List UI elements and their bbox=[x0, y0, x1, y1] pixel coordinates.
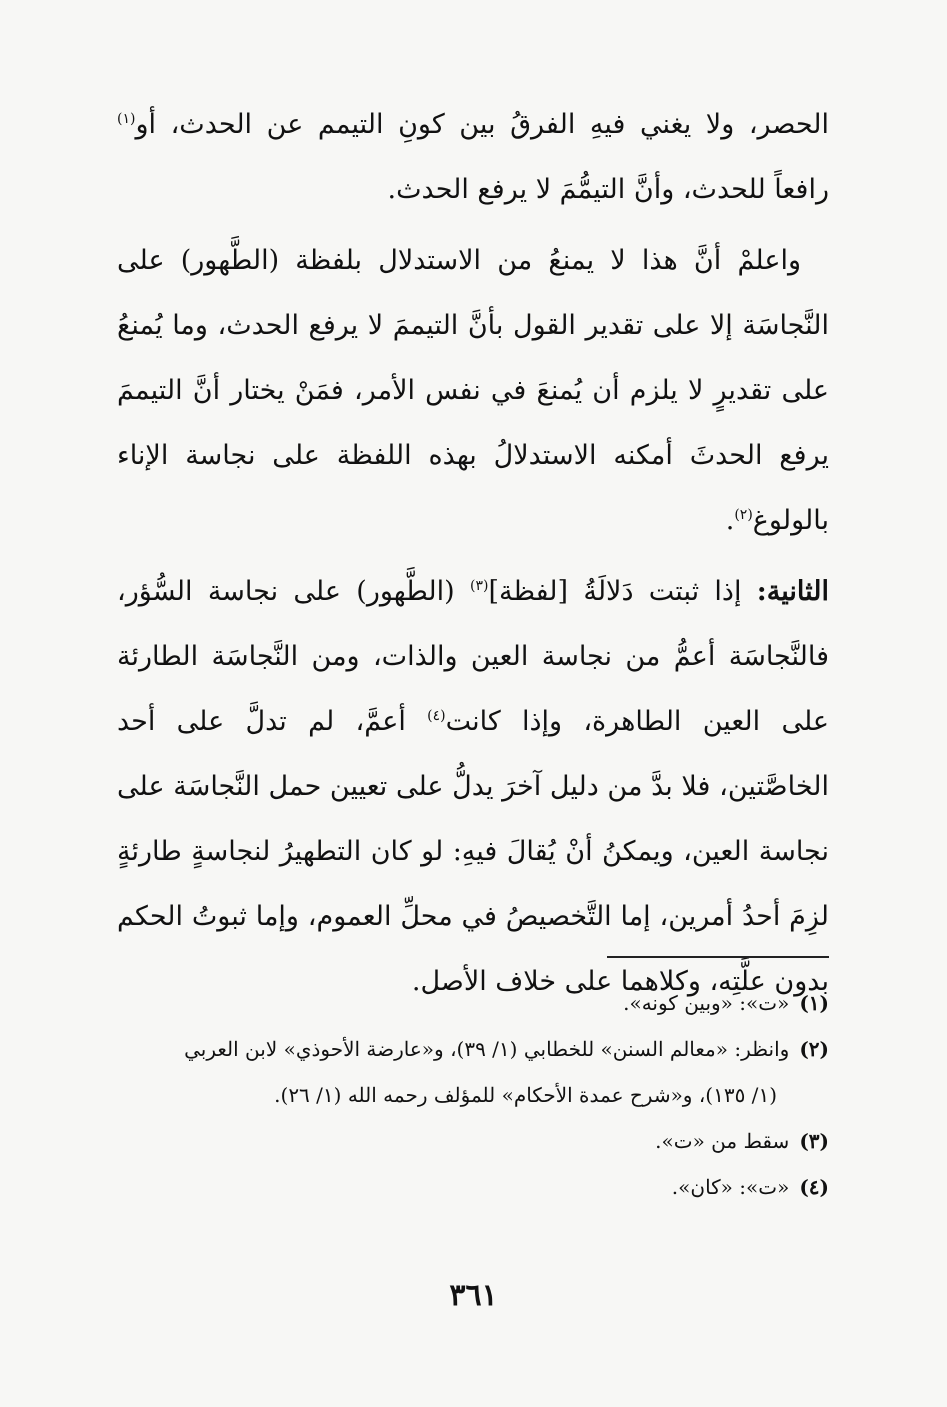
footnote-text: (١/ ١٣٥)، و«شرح عمدة الأحكام» للمؤلف رحمه الله (١/ ٢٦). bbox=[274, 1083, 777, 1107]
footnote-text: «ت»: «وبين كونه». bbox=[623, 991, 790, 1015]
paragraph-3 bbox=[117, 559, 829, 1014]
footnote-ref-3: (٣) bbox=[469, 578, 489, 594]
footnote-text: سقط من «ت». bbox=[655, 1129, 790, 1153]
footnote-4 bbox=[117, 1164, 829, 1210]
footnote-number: (١) bbox=[799, 991, 829, 1015]
paragraph-3-text-a: إذا ثبتت دَلالَةُ [لفظة] bbox=[488, 576, 757, 607]
footnote-ref-2: (٢) bbox=[734, 507, 753, 523]
footnote-text: وانظر: «معالم السنن» للخطابي (١/ ٣٩)، و«عارضة الأحوذي» لابن العربي bbox=[184, 1037, 790, 1061]
paragraph-1-text-a: الحصر، ولا يغني فيهِ الفرقُ بين كونِ التيمم عن الحدث، أو bbox=[135, 109, 829, 140]
paragraph-1-text-b: رافعاً للحدث، وأنَّ التيمُّمَ لا يرفع الحدث. bbox=[387, 174, 829, 205]
paragraph-2-text-a: واعلمْ أنَّ هذا لا يمنعُ من الاستدلال بلفظة (الطَّهور) على النَّجاسَة إلا على تقدير القول بأنَّ التيممَ لا يرفع الحدث، وما يُمنعُ على تقديرٍ لا يلزم أن يُمنعَ في نفس الأمر، فمَنْ يختار أنَّ التيممَ يرفع الحدثَ أمكنه الاستدلالُ بهذه اللفظة على نجاسة الإناء بالولوغ bbox=[117, 245, 829, 536]
footnote-separator bbox=[607, 956, 829, 958]
footnote-ref-1: (١) bbox=[117, 111, 136, 127]
page-number: ٣٦١ bbox=[449, 1278, 498, 1313]
footnotes bbox=[117, 980, 829, 1210]
section-lead: الثانية: bbox=[756, 576, 829, 607]
footnote-3 bbox=[117, 1118, 829, 1164]
footnote-number: (٣) bbox=[799, 1129, 829, 1153]
main-text bbox=[117, 92, 829, 1020]
footnote-ref-4: (٤) bbox=[427, 708, 446, 724]
footnote-number: (٤) bbox=[799, 1175, 829, 1199]
footnote-text: «ت»: «كان». bbox=[671, 1175, 790, 1199]
footnote-number: (٢) bbox=[799, 1037, 829, 1061]
footnote-2 bbox=[117, 1026, 829, 1072]
paragraph-2 bbox=[117, 228, 829, 553]
paragraph-3-text-c: أعمَّ، لم تدلَّ على أحد الخاصَّتين، فلا بدَّ من دليل آخرَ يدلُّ على تعيين حمل النَّجاسَة على نجاسة العين، ويمكنُ أنْ يُقالَ فيهِ: لو كان التطهيرُ لنجاسةٍ طارئةٍ لزِمَ أحدُ أمرين، إما التَّخصيصُ في محلِّ العموم، وإما ثبوتُ الحكم بدون علَّتِه، وكلاهما على خلاف الأصل. bbox=[117, 706, 829, 997]
footnote-2-continuation bbox=[117, 1072, 829, 1118]
paragraph-1 bbox=[117, 92, 829, 222]
footnote-1 bbox=[117, 980, 829, 1026]
paragraph-2-text-b: . bbox=[725, 505, 735, 536]
paragraph-3-text-b: (الطَّهور) على نجاسة السُّؤر، فالنَّجاسَة أعمُّ من نجاسة العين والذات، ومن النَّجاسَة الطارئة على العين الطاهرة، وإذا كانت bbox=[117, 576, 829, 737]
